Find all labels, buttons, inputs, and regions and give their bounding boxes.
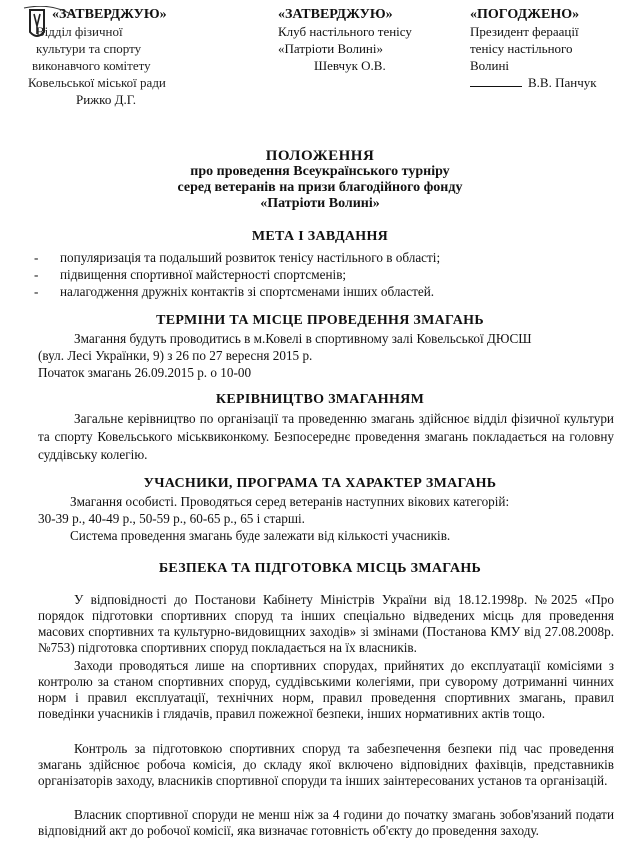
title-line: «Патріоти Волині»: [260, 196, 380, 211]
safety-paragraph: Заходи проводяться лише на спортивних спорудах, прийнятих до експлуатації комісіями з контролю за станом спортивних споруд, суддівськими колегіями, при суворому дотриманні чинних норм і правил експлуатації, технічних норм, правил проведення спортивних змагань, правил поведінки учасників і глядачів, правил пожежної безпеки, інших нормативних актів тощо.: [38, 658, 614, 721]
management-text: Загальне керівництво по організації та проведенню змагань здійснює відділ фізичної культури та спорту Ковельського міськвиконкому. Безпосереднє проведення змагань покладається на головну суддівську колегію.: [38, 411, 614, 462]
approval-right-line: Волині: [470, 58, 510, 73]
terms-line: Змагання будуть проводитись в м.Ковелі в спортивному залі Ковельської ДЮСШ: [74, 331, 532, 346]
list-item: - налагодження дружніх контактів зі спортсменами інших областей.: [34, 284, 435, 299]
approval-left-heading: «ЗАТВЕРДЖУЮ»: [52, 7, 167, 22]
approval-right-signer-row: [470, 74, 635, 91]
list-item: - популяризація та подальший розвиток тенісу настільного в області;: [34, 250, 441, 265]
participants-line: 30-39 р., 40-49 р., 50-59 р., 60-65 р., 65 і старші.: [38, 511, 305, 526]
safety-paragraph: Контроль за підготовкою спортивних споруд та забезпечення безпеки під час проведення змагань здійснює робоча комісія, до складу якої включено відповідних фахівців, представників організаторів заходу, власників спортивної споруди та інших заінтересованих установ та організацій.: [38, 741, 614, 788]
safety-paragraph: У відповідності до Постанови Кабінету Міністрів України від 18.12.1998р. №2025 «Про порядок підготовки спортивних споруд та інших спеціально відведених місць для проведення масових спортивних та культурно-видовищних заходів» зі змінами (Постанова КМУ від 27.08.2008р. №753) підготовка спортивних споруд покладається на їх власників.: [38, 592, 614, 655]
approval-block-right: [470, 6, 635, 91]
title-main: ПОЛОЖЕННЯ: [265, 148, 375, 164]
approval-middle-heading: «ЗАТВЕРДЖУЮ»: [278, 7, 393, 22]
section-heading-management: КЕРІВНИЦТВО ЗМАГАННЯМ: [215, 392, 425, 407]
section-heading-participants: УЧАСНИКИ, ПРОГРАМА ТА ХАРАКТЕР ЗМАГАНЬ: [143, 476, 497, 491]
coat-of-arms-stamp-icon: [22, 6, 77, 50]
approval-right-line: Президент фераації: [470, 24, 579, 39]
list-item: - підвищення спортивної майстерності спортсменів;: [34, 267, 347, 282]
signature-line: [470, 86, 522, 87]
section-heading-goals: МЕТА І ЗАВДАННЯ: [251, 229, 389, 244]
approval-left-line: Ковельської міської ради: [28, 75, 166, 90]
approval-block-left: [22, 6, 222, 108]
terms-line: (вул. Лесі Українки, 9) з 26 по 27 вересня 2015 р.: [38, 348, 313, 363]
section-heading-terms: ТЕРМІНИ ТА МІСЦЕ ПРОВЕДЕННЯ ЗМАГАНЬ: [156, 313, 484, 328]
approval-left-line: виконавчого комітету: [32, 58, 151, 73]
approval-left-line: культури та спорту: [36, 41, 142, 56]
approval-right-heading: «ПОГОДЖЕНО»: [470, 7, 580, 22]
approval-left-signer: Рижко Д.Г.: [76, 92, 136, 107]
document-title: [0, 148, 640, 212]
approval-middle-line: «Патріоти Волині»: [278, 41, 384, 56]
participants-line: Система проведення змагань буде залежати від кількості учасників.: [70, 528, 451, 543]
approval-right-signer: В.В. Панчук: [528, 75, 597, 90]
goals-list: [34, 249, 614, 300]
approval-left-line: Відділ фізичної: [36, 24, 123, 39]
approval-right-line: тенісу настільного: [470, 41, 573, 56]
safety-paragraph: Власник спортивної споруди не менш ніж за 4 години до початку змагань зобов'язаний подати відповідний акт до робочої комісії, яка визначає готовність об'єкту до проведення заходу.: [38, 807, 614, 838]
section-heading-safety: БЕЗПЕКА ТА ПІДГОТОВКА МІСЦЬ ЗМАГАНЬ: [158, 561, 482, 576]
terms-line: Початок змагань 26.09.2015 р. о 10-00: [38, 365, 252, 380]
approval-middle-line: Клуб настільного тенісу: [278, 24, 412, 39]
participants-line: Змагання особисті. Проводяться серед ветеранів наступних вікових категорій:: [70, 494, 510, 509]
approval-middle-signer: Шевчук О.В.: [314, 58, 386, 73]
title-line: про проведення Всеукраїнського турніру: [190, 164, 450, 179]
title-line: серед ветеранів на призи благодійного фонду: [177, 180, 463, 195]
approval-block-middle: [278, 6, 458, 74]
